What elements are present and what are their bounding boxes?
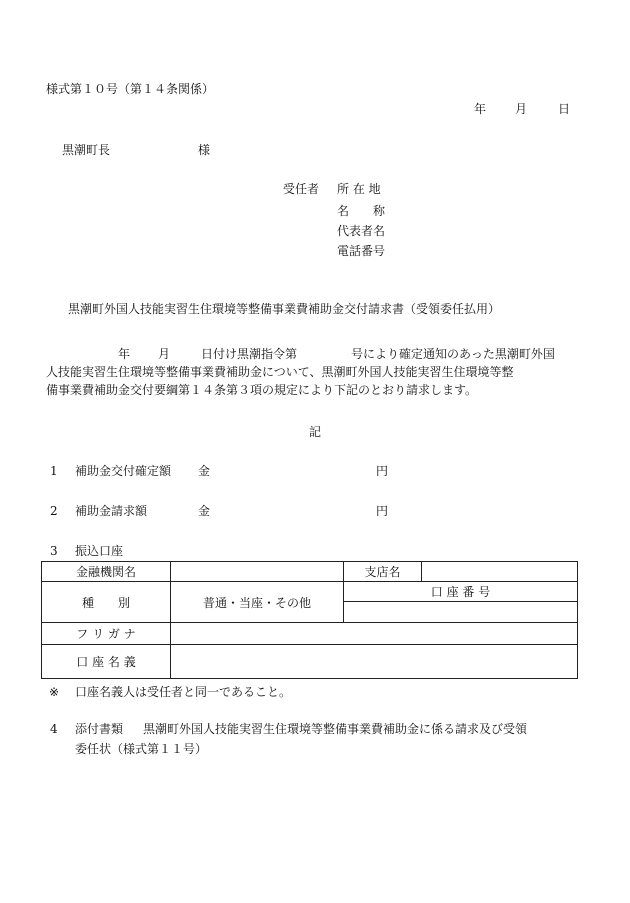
account-type-options: 普通・当座・その他 <box>171 582 344 623</box>
bank-name-value <box>171 562 344 582</box>
item-1-suffix: 円 <box>376 464 389 478</box>
item-4-label: 添付書類 <box>75 722 124 736</box>
item-1-number: 1 <box>50 464 58 478</box>
account-type-label: 種 別 <box>42 582 171 623</box>
item-2-suffix: 円 <box>376 504 389 518</box>
body-line3: 備事業費補助金交付要綱第１４条第３項の規定により下記のとおり請求します。 <box>46 383 478 397</box>
item-3-number: 3 <box>50 544 58 558</box>
date-month-label: 月 <box>515 102 528 116</box>
account-number-label: 口 座 番 号 <box>344 582 578 602</box>
attachment-line2: 委任状（様式第１１号） <box>75 742 208 756</box>
body-line1-rest: 号により確定通知のあった黒潮町外国 <box>351 347 555 361</box>
address-label: 所 在 地 <box>337 182 381 196</box>
account-number-value <box>344 602 578 623</box>
item-1-label: 補助金交付確定額 <box>75 464 172 478</box>
account-holder-label: 口 座 名 義 <box>42 645 171 679</box>
document-title: 黒潮町外国人技能実習生住環境等整備事業費補助金交付請求書（受領委任払用） <box>68 302 501 316</box>
addressee-honorific: 様 <box>198 143 211 157</box>
furigana-value <box>171 623 578 645</box>
form-number: 様式第１０号（第１４条関係） <box>46 82 215 96</box>
item-2-prefix: 金 <box>198 504 211 518</box>
date-day-label: 日 <box>558 102 571 116</box>
addressee-name: 黒潮町長 <box>62 143 111 157</box>
bank-account-table <box>41 561 578 679</box>
date-year-label: 年 <box>474 102 487 116</box>
item-1-prefix: 金 <box>198 464 211 478</box>
body-line2: 人技能実習生住環境等整備事業費補助金について、黒潮町外国人技能実習生住環境等整 <box>46 365 514 379</box>
branch-name-label: 支店名 <box>344 562 422 582</box>
body-year-label: 年 <box>118 347 131 361</box>
item-2-number: 2 <box>50 504 58 518</box>
representative-label: 代表者名 <box>337 224 386 238</box>
furigana-label: フ リ ガ ナ <box>42 623 171 645</box>
item-4-number: 4 <box>50 722 58 736</box>
note-mark: ※ <box>49 685 60 699</box>
phone-label: 電話番号 <box>337 244 386 258</box>
account-holder-value <box>171 645 578 679</box>
item-3-label: 振込口座 <box>75 544 124 558</box>
name-label: 名 称 <box>337 204 386 218</box>
attachment-line1: 黒潮町外国人技能実習生住環境等整備事業費補助金に係る請求及び受領 <box>143 722 528 736</box>
applicant-role: 受任者 <box>283 182 320 196</box>
ki-heading: 記 <box>309 425 322 439</box>
item-2-label: 補助金請求額 <box>75 504 148 518</box>
note-text: 口座名義人は受任者と同一であること。 <box>75 685 292 699</box>
body-date-text: 日付け黒潮指令第 <box>201 347 298 361</box>
bank-name-label: 金融機関名 <box>42 562 171 582</box>
branch-name-value <box>422 562 578 582</box>
body-month-label: 月 <box>158 347 171 361</box>
